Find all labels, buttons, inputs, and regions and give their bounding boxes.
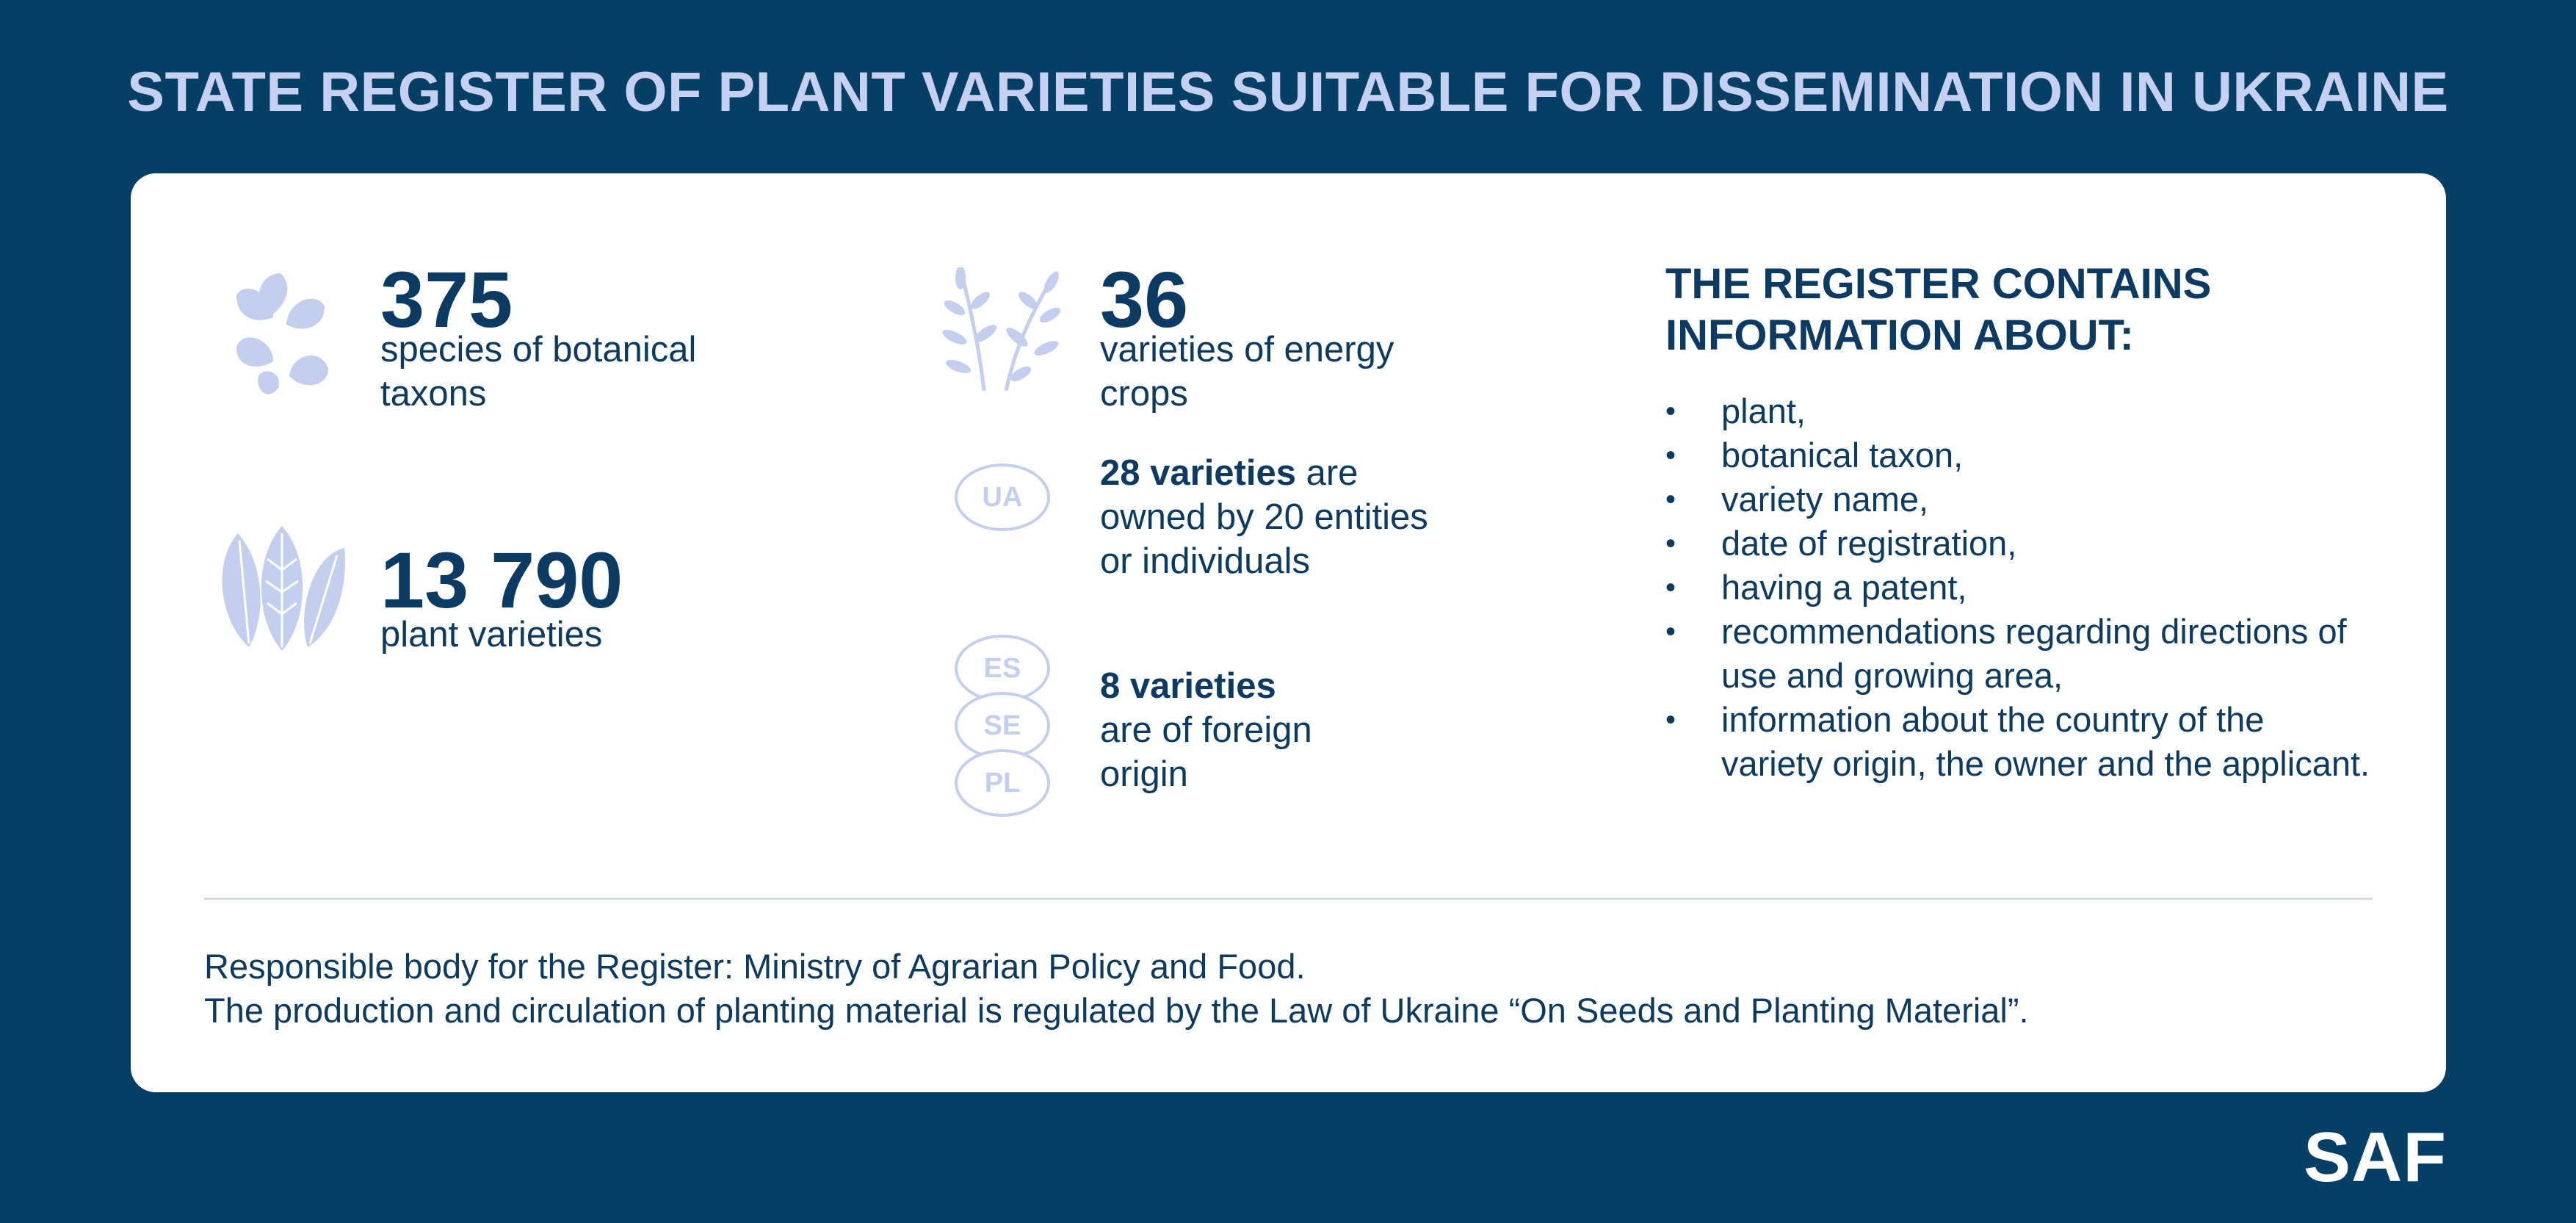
varieties-label: plant varieties <box>380 615 603 654</box>
energy-label: varieties of energy crops <box>1100 330 1394 414</box>
footer-line-2: The production and circulation of planting material is regulated by the Law of Ukraine “On Seeds and Planting Material”. <box>204 991 2029 1030</box>
list-item: • information about the country of the variety origin, the owner and the applicant. <box>1665 698 2370 786</box>
list-item: • having a patent, <box>1665 566 2370 610</box>
varieties-count: 13 790 <box>380 535 623 624</box>
register-heading: THE REGISTER CONTAINS INFORMATION ABOUT: <box>1665 260 2212 359</box>
country-badge-se: SE <box>955 692 1050 760</box>
list-item: • recommendations regarding directions of use and growing area, <box>1665 610 2370 698</box>
list-item: • date of registration, <box>1665 522 2370 566</box>
ua-owners-text: 28 varieties are owned by 20 entities or individuals <box>1100 453 1428 581</box>
list-item: • botanical taxon, <box>1665 433 2370 477</box>
country-badge-pl: PL <box>955 749 1050 817</box>
sprig-icon <box>940 267 1065 394</box>
info-card <box>131 173 2446 1092</box>
leaf-branch-icon <box>229 266 332 405</box>
register-items-list <box>1665 389 2370 786</box>
footer-line-1: Responsible body for the Register: Ministry of Agrarian Policy and Food. <box>204 947 1306 986</box>
species-label: species of botanical taxons <box>380 330 697 414</box>
ua-badge: UA <box>955 463 1050 531</box>
saf-logo: SAF <box>2304 1118 2447 1197</box>
page-title: STATE REGISTER OF PLANT VARIETIES SUITABLE FOR DISSEMINATION IN UKRAINE <box>127 61 2449 123</box>
footer-text <box>204 945 2029 1033</box>
leaves-icon <box>216 526 348 652</box>
list-item: • plant, <box>1665 389 2370 433</box>
divider <box>204 898 2373 900</box>
list-item: • variety name, <box>1665 477 2370 522</box>
foreign-origin-text: 8 varieties are of foreign origin <box>1100 666 1312 794</box>
country-badge-es: ES <box>955 635 1050 702</box>
energy-count: 36 <box>1100 255 1189 344</box>
species-count: 375 <box>380 255 513 344</box>
